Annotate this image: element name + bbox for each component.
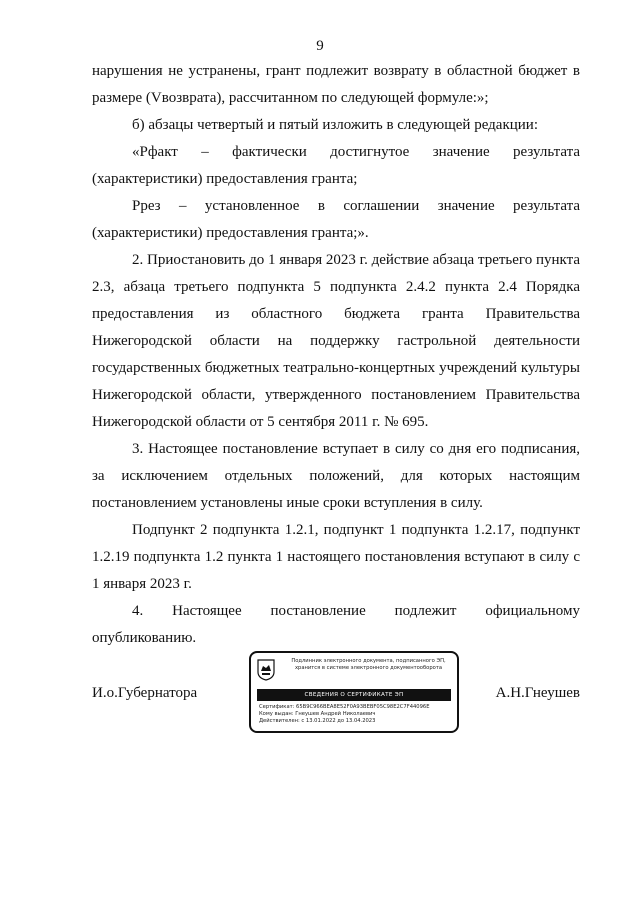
electronic-signature-stamp	[249, 651, 459, 733]
paragraph: б) абзацы четвертый и пятый изложить в следующей редакции:	[132, 117, 538, 133]
paragraph: 3. Настоящее постановление вступает в силу со дня его подписания, за исключением отдельных положений, для которых настоящим постановлением установлены иные сроки вступления в силу.	[92, 441, 580, 511]
coat-of-arms-icon	[257, 659, 275, 681]
page-number: 9	[316, 38, 324, 54]
paragraph: 2. Приостановить до 1 января 2023 г. действие абзаца третьего пункта 2.3, абзаца третьего подпункта 5 подпункта 2.4.2 пункта 2.4 Порядка предоставления из областного бюджета гранта Правительства Нижегородской области на поддержку гастрольной деятельности государственных бюджетных театрально-концертных учреждений культуры Нижегородской области, утвержденного постановлением Правительства Нижегородской области от 5 сентября 2011 г. № 695.	[92, 252, 580, 430]
signer-title: И.о.Губернатора	[92, 685, 198, 701]
signer-name: А.Н.Гнеушев	[495, 685, 580, 701]
certificate-owner: Кому выдан: Гнеушев Андрей Николаевич	[259, 711, 376, 717]
paragraph: нарушения не устранены, грант подлежит возврату в областной бюджет в размере (Vвозврата), рассчитанном по следующей формуле:»;	[92, 63, 580, 106]
stamp-banner: СВЕДЕНИЯ О СЕРТИФИКАТЕ ЭП	[257, 689, 451, 701]
paragraph: Pрез – установленное в соглашении значение результата (характеристики) предоставления гранта;».	[92, 198, 580, 241]
certificate-number: Сертификат: 65B9C966BEA8E52F0A93BEBF05C98E2C7F44096E	[259, 704, 430, 710]
stamp-note: Подлинник электронного документа, подписанного ЭП, хранится в системе электронного документооборота	[291, 658, 446, 671]
stamp-details	[259, 704, 455, 725]
paragraph: «Pфакт – фактически достигнутое значение результата (характеристики) предоставления гранта;	[92, 144, 580, 187]
paragraph: 4. Настоящее постановление подлежит официальному опубликованию.	[92, 603, 580, 646]
paragraph: Подпункт 2 подпункта 1.2.1, подпункт 1 подпункта 1.2.17, подпункт 1.2.19 подпункта 1.2 пункта 1 настоящего постановления вступают в силу с 1 января 2023 г.	[92, 522, 580, 592]
certificate-validity: Действителен: с 13.01.2022 до 13.04.2023	[259, 718, 376, 724]
document-body	[92, 58, 580, 652]
